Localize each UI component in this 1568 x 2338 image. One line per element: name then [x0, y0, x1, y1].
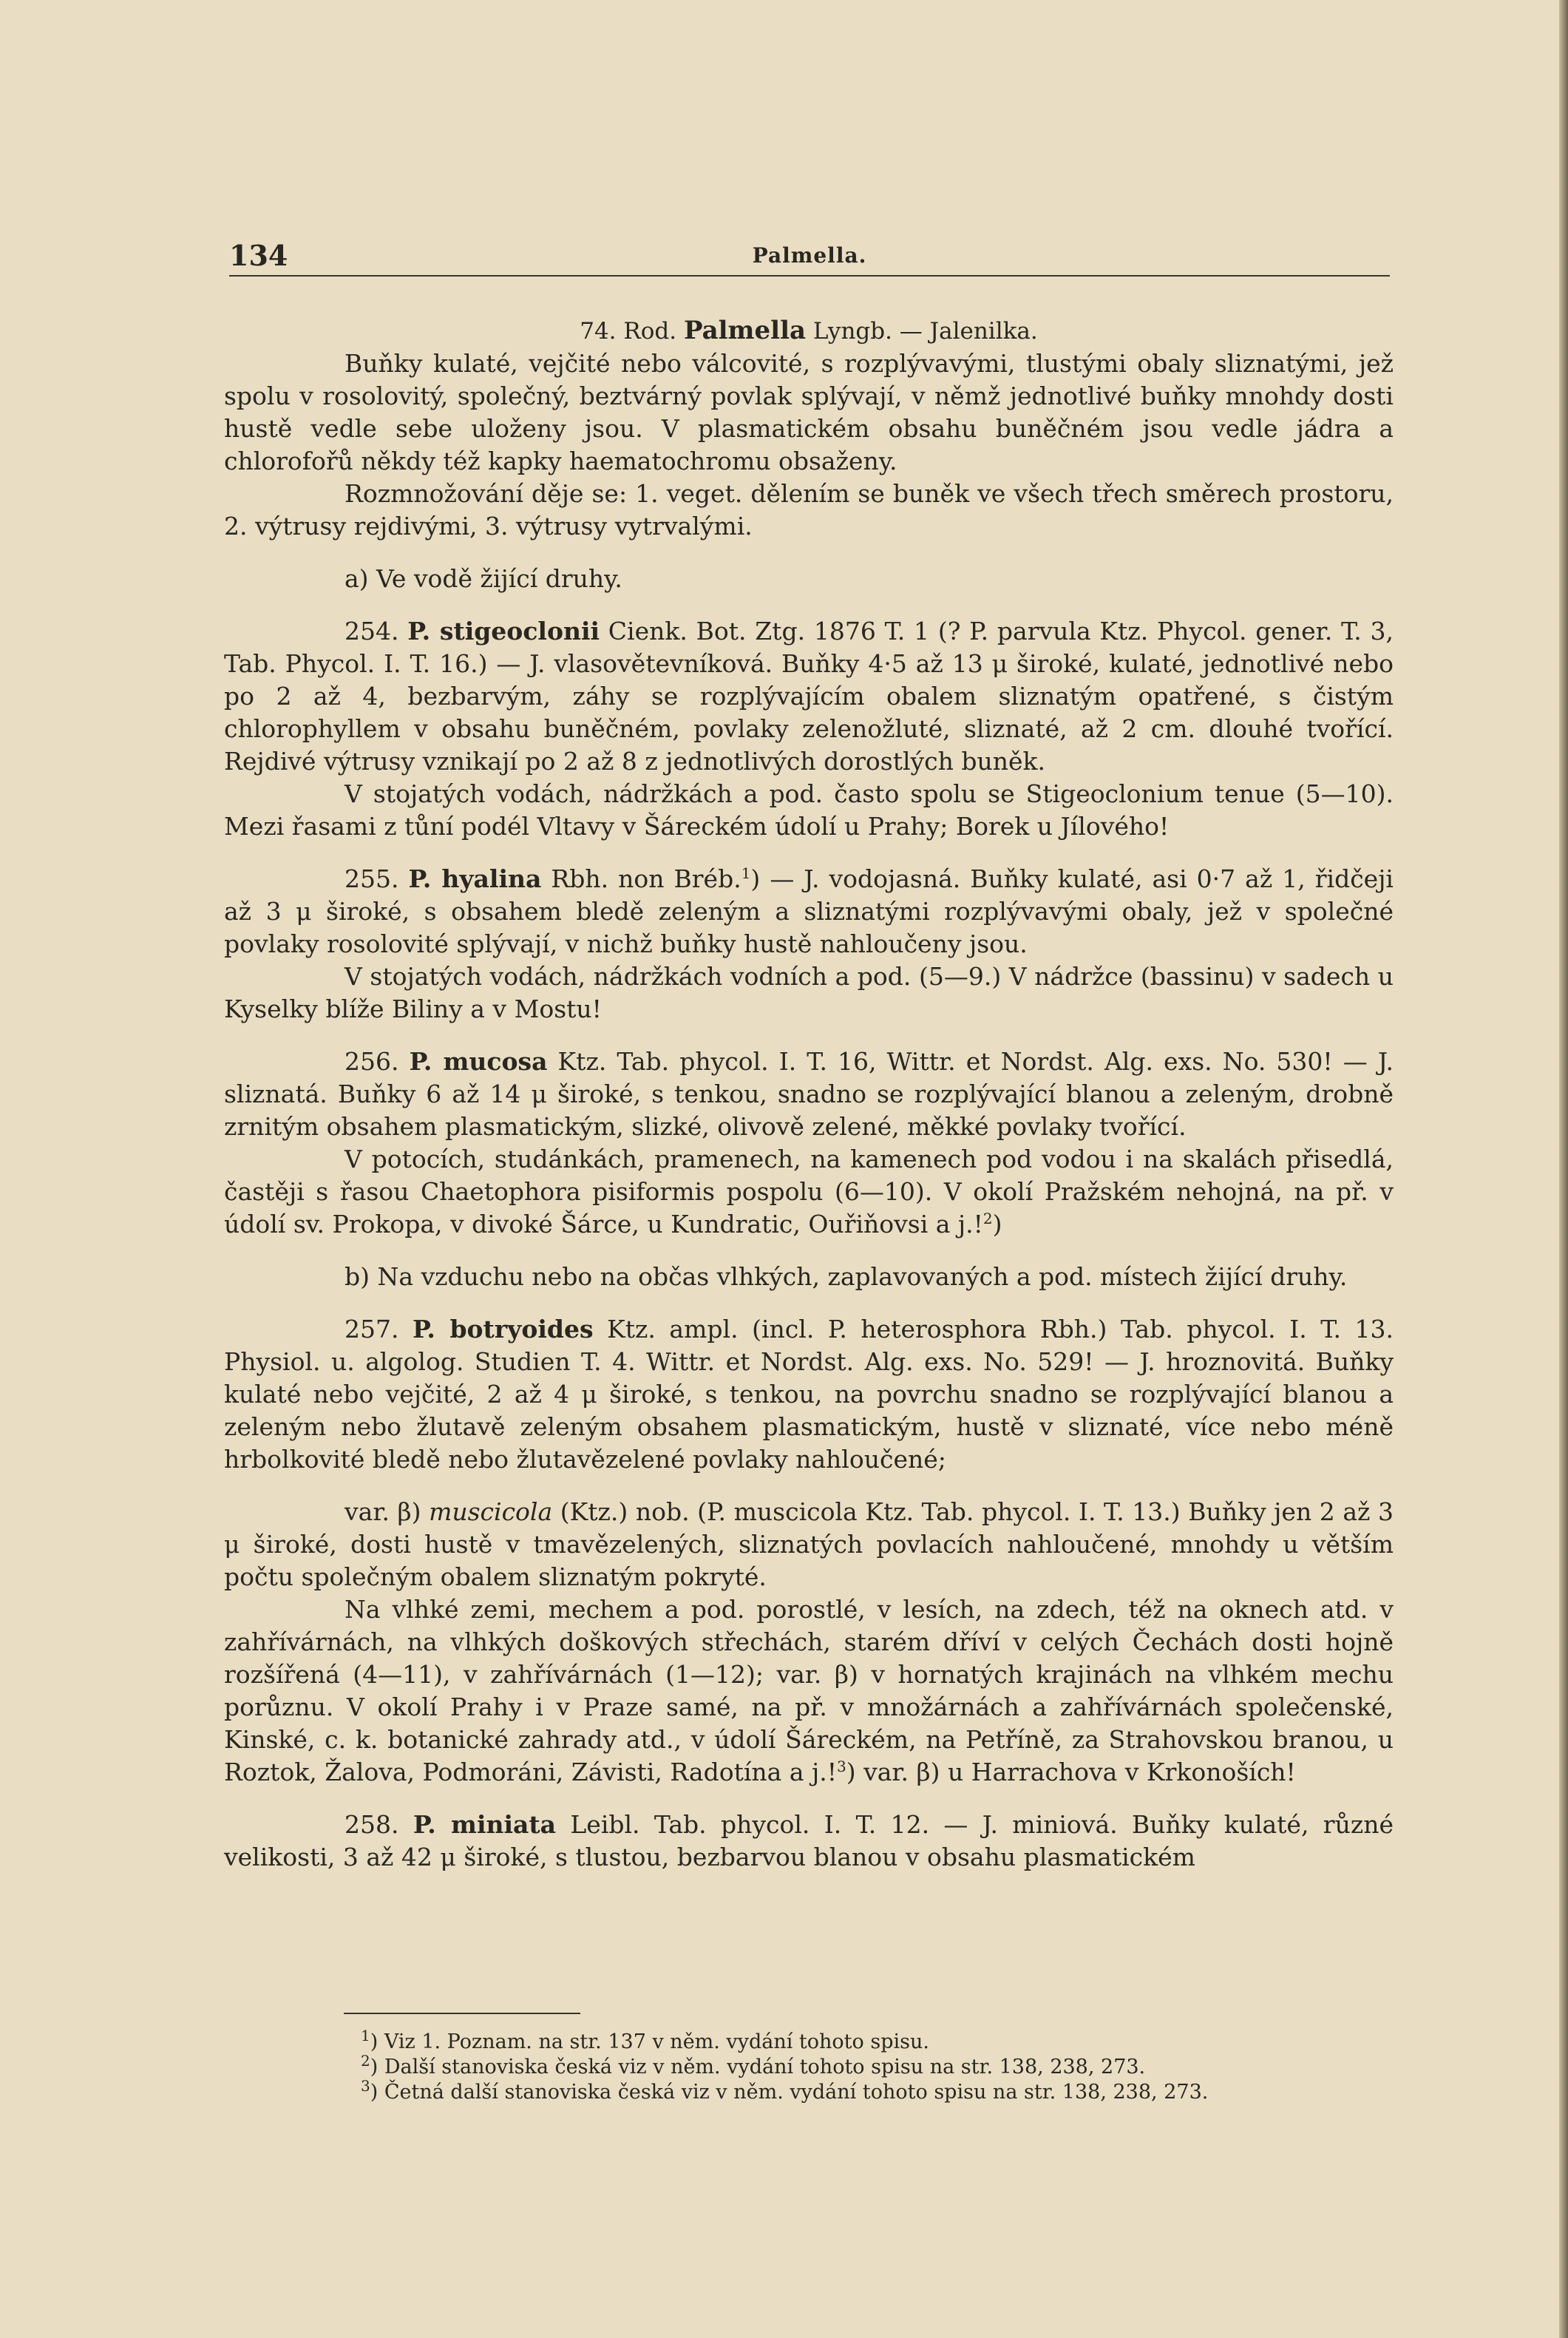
- species-257: [224, 1313, 1394, 1476]
- footnote-text: ) Četná další stanoviska česká viz v něm. vydání tohoto spisu na str. 138, 238, 273.: [370, 2081, 1209, 2104]
- species-256: [224, 1046, 1394, 1143]
- species-text: Ktz. Tab. phycol. I. T. 16, Wittr. et Nordst. Alg. exs. No. 530! — J. sliznatá. Buňky 6 až 14 μ široké, s tenkou, snadno se rozplývající blanou a zeleným, drobně zrnitým obsahem plasmatickým, slizké, olivově zelené, měkké povlaky tvořící.: [224, 1047, 1394, 1141]
- species-text: Rbh. non Bréb.: [541, 864, 741, 893]
- species-254: [224, 615, 1394, 778]
- running-title: Palmella.: [752, 243, 867, 268]
- species-255: [224, 863, 1394, 960]
- footnote-marker: 2: [982, 1210, 993, 1227]
- habitat-text-end: ) var. β) u Harrachova v Krkonoších!: [846, 1758, 1296, 1786]
- species-number: 255.: [345, 864, 399, 893]
- footnote-3: [361, 2077, 1396, 2105]
- species-name: P. stigeoclonii: [407, 617, 600, 646]
- species-number: 256.: [345, 1047, 399, 1076]
- species-number: 258.: [345, 1810, 399, 1839]
- habitat-text: V potocích, studánkách, pramenech, na kamenech pod vodou i na skalách přisedlá, častěji s řasou Chaetophora pisiformis pospolu (6—10). V okolí Pražském nehojná, na př. v údolí sv. Prokopa, v divoké Šárce, u Kundratic, Ouřiňovsi a j.!: [224, 1145, 1394, 1239]
- species-number: 254.: [345, 617, 399, 646]
- footnote-mark: 2: [361, 2052, 370, 2070]
- main-text: [224, 314, 1394, 1874]
- footnote-text: ) Další stanoviska česká viz v něm. vydání tohoto spisu na str. 138, 238, 273.: [370, 2056, 1146, 2078]
- footnote-1: [361, 2027, 1396, 2055]
- species-name: P. hyalina: [408, 864, 542, 893]
- header-rule: [229, 275, 1390, 277]
- species-258: [224, 1809, 1394, 1874]
- habitat-text: Na vlhké zemi, mechem a pod. porostlé, v lesích, na zdech, též na oknech atd. v zahřívárnách, na vlhkých doškových střechách, starém dříví v celých Čechách dosti hojně rozšířená (4—11), v zahřívárnách (1—12); var. β) v hornatých krajinách na vlhkém mechu porůznu. V okolí Prahy i v Praze samé, na př. v množárnách a zahřívárnách společenské, Kinské, c. k. botanické zahrady atd., v údolí Šáreckém, na Petříně, za Strahovskou branou, u Roztok, Žalova, Podmoráni, Závisti, Radotína a j.!: [224, 1595, 1394, 1786]
- variety-name: muscicola: [429, 1497, 553, 1526]
- species-257-habitat: [224, 1593, 1394, 1789]
- footnote-marker: 1: [741, 864, 751, 882]
- page-header: [229, 239, 1390, 274]
- footnote-marker: 3: [836, 1758, 846, 1775]
- species-254-habitat: V stojatých vodách, nádržkách a pod. často spolu se Stigeoclonium tenue (5—10). Mezi řasami z tůní podél Vltavy v Šáreckém údolí u Prahy; Borek u Jílového!: [224, 779, 1394, 841]
- species-text-continued: ) — J. vodojasná. Buňky kulaté, asi 0·7 až 1, řidčeji až 3 μ široké, s obsahem bledě zeleným a sliznatými rozplývavými obaly, jež v společné povlaky rosolovité splývají, v nichž buňky hustě nahloučeny jsou.: [224, 864, 1394, 958]
- genus-name: Palmella: [683, 316, 807, 345]
- species-name: P. mucosa: [409, 1047, 548, 1076]
- species-name: P. botryoides: [413, 1315, 594, 1343]
- page-number: 134: [229, 239, 288, 272]
- species-text: Cienk. Bot. Ztg. 1876 T. 1 (? P. parvula Ktz. Phycol. gener. T. 3, Tab. Phycol. I. T. 16.) — J. vlasovětevníková. Buňky 4·5 až 13 μ široké, kulaté, jednotlivé nebo po 2 až 4, bezbarvým, záhy se rozplývajícím obalem sliznatým opatřené, s čistým chlorophyllem v obsahu buněčném, povlaky zelenožluté, sliznaté, až 2 cm. dlouhé tvořící. Rejdivé výtrusy vznikají po 2 až 8 z jednotlivých dorostlých buněk.: [224, 617, 1394, 776]
- footnote-2: [361, 2052, 1396, 2080]
- page-edge: [1559, 0, 1568, 2338]
- footnote-mark: 1: [361, 2027, 370, 2044]
- habitat-text-end: ): [992, 1210, 1002, 1239]
- footnote-text: ) Viz 1. Poznam. na str. 137 v něm. vydání tohoto spisu.: [370, 2030, 929, 2053]
- species-name: P. miniata: [413, 1810, 557, 1839]
- species-255-habitat: V stojatých vodách, nádržkách vodních a pod. (5—9.) V nádržce (bassinu) v sadech u Kyselky blíže Biliny a v Mostu!: [224, 962, 1394, 1023]
- species-text: Ktz. ampl. (incl. P. heterosphora Rbh.) Tab. phycol. I. T. 13. Physiol. u. algolog. Studien T. 4. Wittr. et Nordst. Alg. exs. No. 529! — J. hroznovitá. Buňky kulaté nebo vejčité, 2 až 4 μ široké, s tenkou, na povrchu snadno se rozplývající blanou a zeleným nebo žlutavě zeleným obsahem plasmatickým, hustě v sliznaté, více nebo méně hrbolkovité bledě nebo žlutavězelené povlaky nahloučené;: [224, 1315, 1394, 1474]
- species-257-variety: [224, 1496, 1394, 1593]
- footnotes-rule: [344, 2013, 580, 2014]
- section-heading-a: a) Ve vodě žijící druhy.: [345, 564, 622, 593]
- genus-authority: Lyngb. — Jalenilka.: [812, 318, 1038, 345]
- genus-description: Buňky kulaté, vejčité nebo válcovité, s rozplývavými, tlustými obaly sliznatými, jež spolu v rosolovitý, společný, beztvárný povlak splývají, v němž jednotlivé buňky mnohdy dosti hustě vedle sebe uloženy jsou. V plasmatickém obsahu buněčném jsou vedle jádra a chlorofořů někdy též kapky haematochromu obsaženy.: [224, 349, 1394, 475]
- species-number: 257.: [345, 1315, 399, 1343]
- species-256-habitat: [224, 1143, 1394, 1241]
- footnotes: [361, 2027, 1396, 2105]
- genus-heading: [224, 314, 1394, 348]
- variety-text: (Ktz.) nob. (P. muscicola Ktz. Tab. phycol. I. T. 13.) Buňky jen 2 až 3 μ široké, dosti hustě v tmavězelených, sliznatých povlacích nahloučené, mnohdy u větším počtu společným obalem sliznatým pokryté.: [224, 1497, 1394, 1591]
- reproduction-text: Rozmnožování děje se: 1. veget. dělením se buněk ve všech třech směrech prostoru, 2. výtrusy rejdivými, 3. výtrusy vytrvalými.: [224, 479, 1394, 541]
- species-text: Leibl. Tab. phycol. I. T. 12. — J. miniová. Buňky kulaté, různé velikosti, 3 až 42 μ široké, s tlustou, bezbarvou blanou v obsahu plasmatickém: [224, 1810, 1394, 1871]
- section-heading-b: b) Na vzduchu nebo na občas vlhkých, zaplavovaných a pod. místech žijící druhy.: [345, 1262, 1348, 1291]
- genus-number: 74. Rod.: [580, 318, 677, 345]
- footnote-mark: 3: [361, 2077, 370, 2095]
- variety-label: var. β): [345, 1497, 421, 1526]
